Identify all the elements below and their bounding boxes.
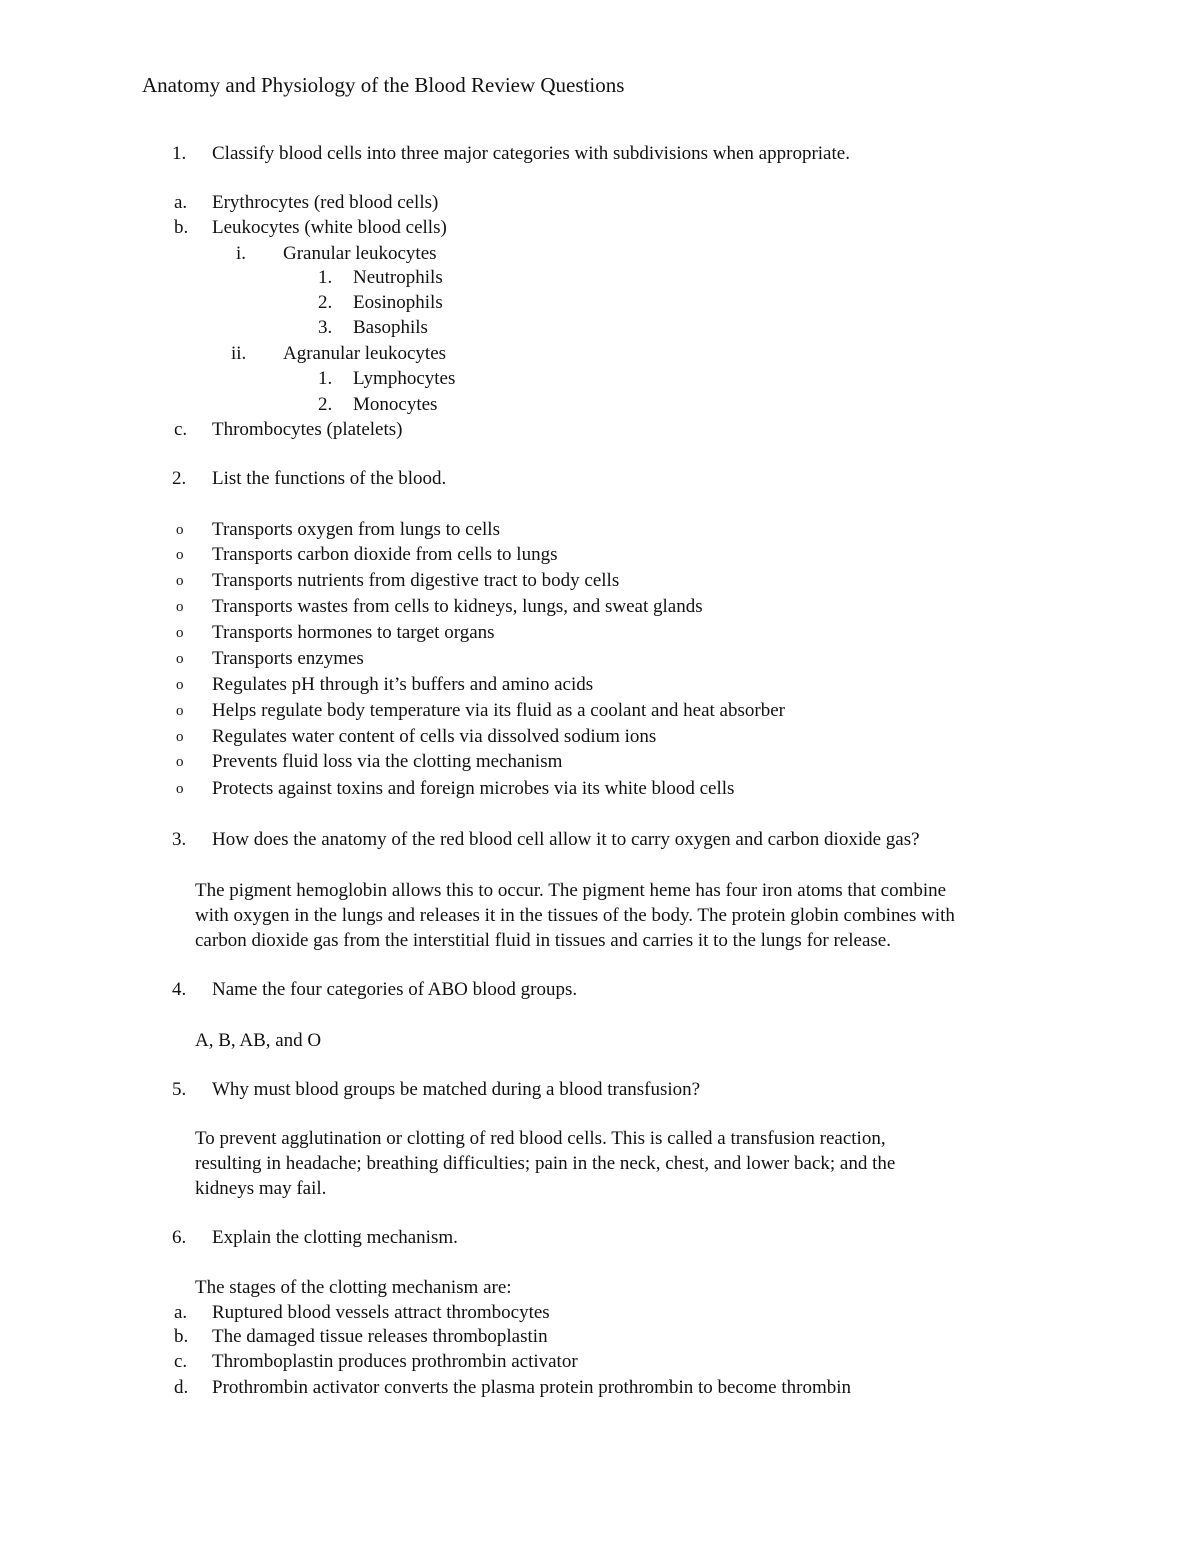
question-4	[0, 978, 1200, 1002]
answer-line: The pigment hemoglobin allows this to occur. The pigment heme has four iron atoms that combine	[195, 880, 947, 901]
bullet-item	[0, 673, 1200, 697]
list-marker: d.	[174, 1377, 189, 1398]
list-marker: c.	[174, 419, 188, 440]
list-marker: a.	[174, 1302, 188, 1323]
question-text: Name the four categories of ABO blood groups.	[212, 979, 578, 1000]
question-5	[0, 1078, 1200, 1102]
list-item	[0, 291, 1200, 315]
question-2	[0, 467, 1200, 491]
question-text: List the functions of the blood.	[212, 468, 447, 489]
list-item-text: Thromboplastin produces prothrombin activator	[212, 1351, 578, 1372]
list-item	[0, 216, 1200, 240]
list-item	[0, 367, 1200, 391]
list-marker: 1.	[318, 368, 333, 389]
answer-line: A, B, AB, and O	[195, 1030, 322, 1051]
bullet-icon: o	[176, 781, 184, 797]
list-marker: 1.	[318, 267, 333, 288]
list-item	[0, 1325, 1200, 1349]
answer-line: To prevent agglutination or clotting of red blood cells. This is called a transfusion reaction,	[195, 1128, 886, 1149]
bullet-icon: o	[176, 599, 184, 615]
list-marker: b.	[174, 1326, 189, 1347]
bullet-item	[0, 621, 1200, 645]
bullet-item	[0, 569, 1200, 593]
list-marker: 3.	[318, 317, 333, 338]
list-marker: a.	[174, 192, 188, 213]
list-item-text: Lymphocytes	[353, 368, 456, 389]
list-item-text: Eosinophils	[353, 292, 443, 313]
bullet-item	[0, 647, 1200, 671]
question-number: 1.	[172, 143, 187, 164]
answer-intro: The stages of the clotting mechanism are:	[195, 1277, 512, 1298]
question-text: Classify blood cells into three major categories with subdivisions when appropriate.	[212, 143, 850, 164]
bullet-item	[0, 777, 1200, 801]
list-item-text: Monocytes	[353, 394, 438, 415]
bullet-text: Protects against toxins and foreign microbes via its white blood cells	[212, 778, 735, 799]
list-marker: c.	[174, 1351, 188, 1372]
list-item	[0, 266, 1200, 290]
bullet-icon: o	[176, 703, 184, 719]
list-marker: ii.	[231, 343, 247, 364]
bullet-icon: o	[176, 651, 184, 667]
question-3	[0, 828, 1200, 852]
list-item	[0, 191, 1200, 215]
bullet-item	[0, 518, 1200, 542]
list-marker: 2.	[318, 292, 333, 313]
list-item	[0, 316, 1200, 340]
bullet-text: Prevents fluid loss via the clotting mechanism	[212, 751, 563, 772]
list-item-text: The damaged tissue releases thromboplastin	[212, 1326, 548, 1347]
list-item-text: Thrombocytes (platelets)	[212, 419, 403, 440]
bullet-text: Transports nutrients from digestive tract to body cells	[212, 570, 620, 591]
question-text: Why must blood groups be matched during a blood transfusion?	[212, 1079, 701, 1100]
question-6	[0, 1226, 1200, 1250]
answer-line: resulting in headache; breathing difficulties; pain in the neck, chest, and lower back; and the	[195, 1153, 896, 1174]
list-marker: b.	[174, 217, 189, 238]
list-item-text: Agranular leukocytes	[283, 343, 447, 364]
list-item	[0, 418, 1200, 442]
list-item	[0, 342, 1200, 366]
answer-line: kidneys may fail.	[195, 1178, 327, 1199]
list-item-text: Ruptured blood vessels attract thrombocytes	[212, 1302, 550, 1323]
list-item	[0, 393, 1200, 417]
list-item-text: Erythrocytes (red blood cells)	[212, 192, 439, 213]
bullet-item	[0, 750, 1200, 774]
list-item-text: Neutrophils	[353, 267, 443, 288]
list-item	[0, 242, 1200, 266]
question-number: 3.	[172, 829, 187, 850]
question-1	[0, 142, 1200, 166]
bullet-icon: o	[176, 522, 184, 538]
question-number: 5.	[172, 1079, 187, 1100]
bullet-icon: o	[176, 677, 184, 693]
bullet-text: Transports carbon dioxide from cells to lungs	[212, 544, 558, 565]
question-number: 6.	[172, 1227, 187, 1248]
bullet-text: Regulates pH through it’s buffers and amino acids	[212, 674, 594, 695]
list-item-text: Basophils	[353, 317, 428, 338]
bullet-icon: o	[176, 547, 184, 563]
question-text: How does the anatomy of the red blood cell allow it to carry oxygen and carbon dioxide gas?	[212, 829, 920, 850]
bullet-text: Transports enzymes	[212, 648, 364, 669]
bullet-text: Transports wastes from cells to kidneys, lungs, and sweat glands	[212, 596, 703, 617]
bullet-icon: o	[176, 573, 184, 589]
bullet-text: Transports hormones to target organs	[212, 622, 495, 643]
list-marker: i.	[236, 243, 247, 264]
bullet-icon: o	[176, 754, 184, 770]
page-title: Anatomy and Physiology of the Blood Review Questions	[142, 73, 625, 97]
question-number: 2.	[172, 468, 187, 489]
list-item	[0, 1301, 1200, 1325]
bullet-item	[0, 543, 1200, 567]
list-item-text: Granular leukocytes	[283, 243, 437, 264]
answer-line: with oxygen in the lungs and releases it in the tissues of the body. The protein globin combines with	[195, 905, 955, 926]
bullet-item	[0, 699, 1200, 723]
bullet-text: Helps regulate body temperature via its fluid as a coolant and heat absorber	[212, 700, 785, 721]
bullet-item	[0, 595, 1200, 619]
bullet-item	[0, 725, 1200, 749]
list-item	[0, 1376, 1200, 1400]
list-item	[0, 1350, 1200, 1374]
list-item-text: Prothrombin activator converts the plasma protein prothrombin to become thrombin	[212, 1377, 851, 1398]
bullet-icon: o	[176, 729, 184, 745]
bullet-text: Regulates water content of cells via dissolved sodium ions	[212, 726, 657, 747]
list-item-text: Leukocytes (white blood cells)	[212, 217, 447, 238]
question-number: 4.	[172, 979, 187, 1000]
question-text: Explain the clotting mechanism.	[212, 1227, 458, 1248]
list-marker: 2.	[318, 394, 333, 415]
bullet-text: Transports oxygen from lungs to cells	[212, 519, 500, 540]
bullet-icon: o	[176, 625, 184, 641]
answer-line: carbon dioxide gas from the interstitial fluid in tissues and carries it to the lungs for release.	[195, 930, 891, 951]
